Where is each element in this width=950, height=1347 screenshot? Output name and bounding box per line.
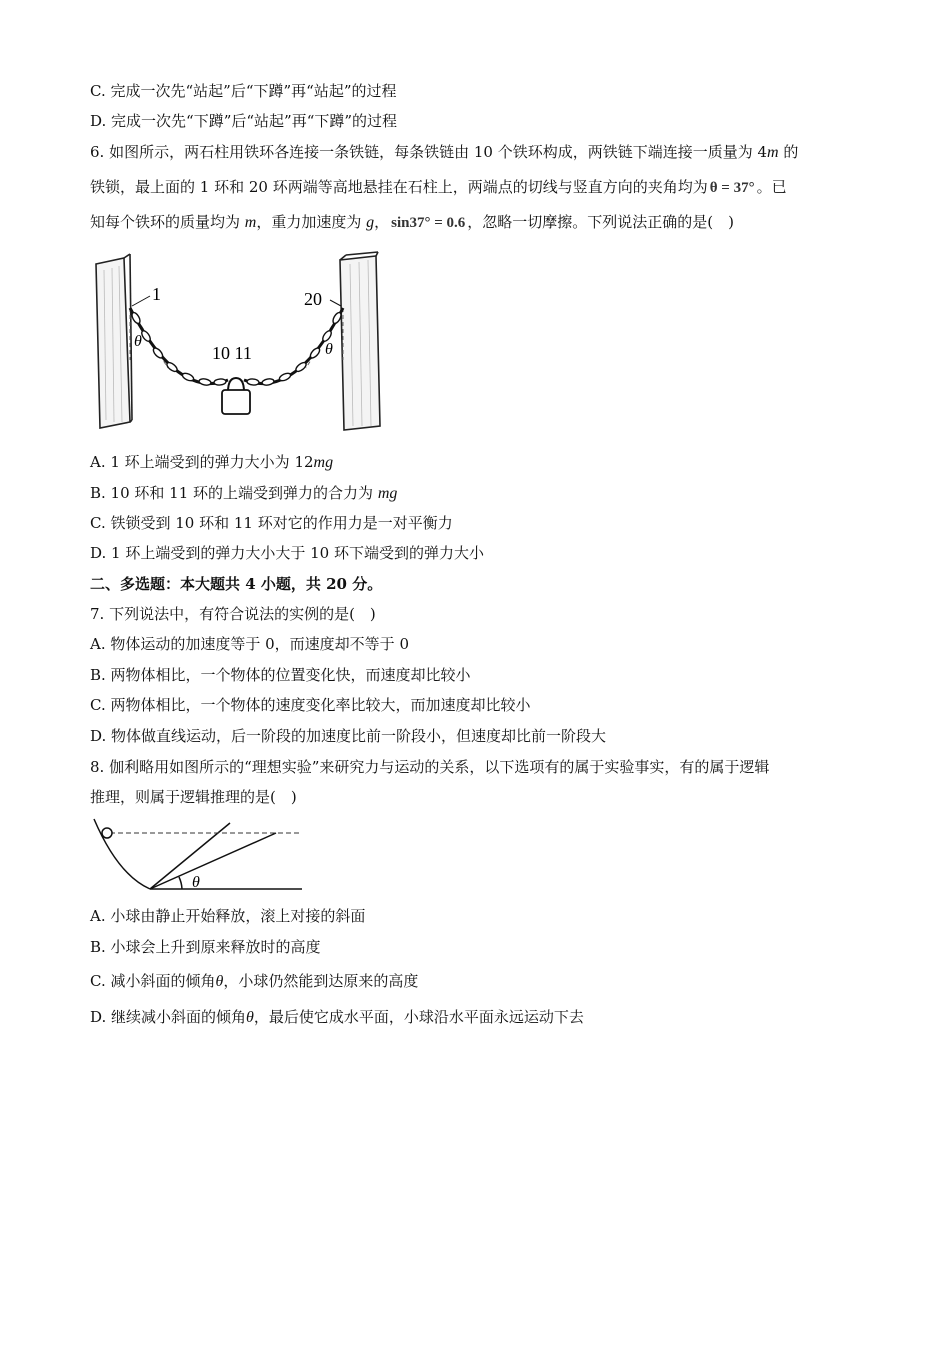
theta-left-label: θ: [134, 333, 142, 350]
q7-option-a: A. 物体运动的加速度等于 0，而速度却不等于 0: [90, 635, 409, 653]
label-ring-10-11: 10 11: [212, 343, 252, 363]
angle-arc: [179, 877, 182, 889]
q6-option-c: C. 铁锁受到 10 环和 11 环对它的作用力是一对平衡力: [90, 514, 453, 532]
q6-sin-formula: sin37° = 0.6: [391, 215, 466, 231]
q8-option-c-text: ，小球仍然能到达原来的高度: [223, 972, 419, 990]
q6-gravity-symbol: g: [366, 214, 375, 231]
q6-stem-text: ，重力加速度为: [256, 213, 367, 231]
q8-option-b: B. 小球会上升到原来释放时的高度: [90, 938, 321, 956]
q6-option-d: D. 1 环上端受到的弹力大小大于 10 环下端受到的弹力大小: [90, 544, 484, 562]
q8-option-c: [90, 971, 418, 992]
q6-stem-line1: [90, 142, 798, 163]
q8-option-d-text: ，最后使它成水平面，小球沿水平面永远运动下去: [253, 1008, 584, 1026]
lock-icon: [222, 378, 250, 414]
q6-stem-text: ，忽略一切摩擦。下列说法正确的是( ): [467, 213, 735, 231]
section-2-heading: 二、多选题：本大题共 4 小题，共 20 分。: [90, 575, 383, 593]
chain-pillars-figure: [88, 250, 388, 435]
q8-option-d-text: D. 继续减小斜面的倾角: [90, 1008, 247, 1026]
q8-option-d-theta: θ: [246, 1009, 254, 1026]
q6-stem-text: 。已: [756, 178, 787, 196]
label-ring-1: 1: [152, 284, 161, 304]
q5-option-d: D. 完成一次先“下蹲”后“站起”再“下蹲”的过程: [90, 112, 398, 130]
q8-stem-line1: 8. 伽利略用如图所示的“理想实验”来研究力与运动的关系，以下选项有的属于实验事实，有的属于逻辑: [90, 758, 770, 776]
q6-stem-text: 6. 如图所示，两石柱用铁环各连接一条铁链，每条铁链由 10 个铁环构成，两铁链下端连接一质量为 4: [90, 143, 768, 161]
shallow-incline: [150, 833, 276, 889]
q8-option-c-text: C. 减小斜面的倾角: [90, 972, 216, 990]
q6-stem-text: 铁锁，最上面的 1 环和 20 环两端等高地悬挂在石柱上，两端点的切线与竖直方向的夹角均为: [90, 178, 708, 196]
q6-stem-text: ，: [374, 213, 390, 231]
q6-mass-symbol: m: [767, 144, 779, 161]
q8-option-d: [90, 1007, 584, 1028]
q6-stem-text: 的: [778, 143, 799, 161]
q7-option-c: C. 两物体相比，一个物体的速度变化率比较大，而加速度却比较小: [90, 696, 531, 714]
q8-stem-line2: 推理，则属于逻辑推理的是( ): [90, 788, 297, 806]
q6-stem-text: 知每个铁环的质量均为: [90, 213, 245, 231]
theta-right-label: θ: [325, 341, 333, 358]
q6-option-b-text: B. 10 环和 11 环的上端受到弹力的合力为: [90, 484, 378, 502]
q7-option-b: B. 两物体相比，一个物体的位置变化快，而速度却比较小: [90, 666, 471, 684]
q8-option-a: A. 小球由静止开始释放，滚上对接的斜面: [90, 907, 366, 925]
q8-option-c-theta: θ: [215, 973, 224, 990]
ball: [102, 828, 112, 838]
q6-option-a-text: A. 1 环上端受到的弹力大小为 12: [90, 453, 314, 471]
q7-option-d: D. 物体做直线运动，后一阶段的加速度比前一阶段小，但速度却比前一阶段大: [90, 727, 607, 745]
q6-angle-formula: θ = 37°: [709, 180, 755, 196]
release-ramp-curve: [94, 819, 150, 889]
label-20-pointer: [330, 300, 341, 306]
q6-stem-line2: [90, 177, 787, 198]
ideal-experiment-figure: [88, 815, 308, 897]
theta-angle-label: θ: [192, 874, 200, 891]
right-pillar: [340, 252, 380, 430]
q6-option-b: [90, 483, 397, 504]
q6-stem-line3: [90, 212, 734, 233]
left-pillar: [96, 254, 132, 428]
q7-stem: 7. 下列说法中，有符合说法的实例的是( ): [90, 605, 376, 623]
q6-option-a: [90, 452, 333, 473]
label-1-pointer: [132, 296, 150, 306]
q5-option-c: C. 完成一次先“站起”后“下蹲”再“站起”的过程: [90, 82, 397, 100]
q6-option-b-symbol: mg: [377, 485, 398, 502]
q6-mass-symbol: m: [244, 214, 257, 231]
q6-option-a-symbol: mg: [313, 454, 334, 471]
label-ring-20: 20: [304, 289, 322, 309]
